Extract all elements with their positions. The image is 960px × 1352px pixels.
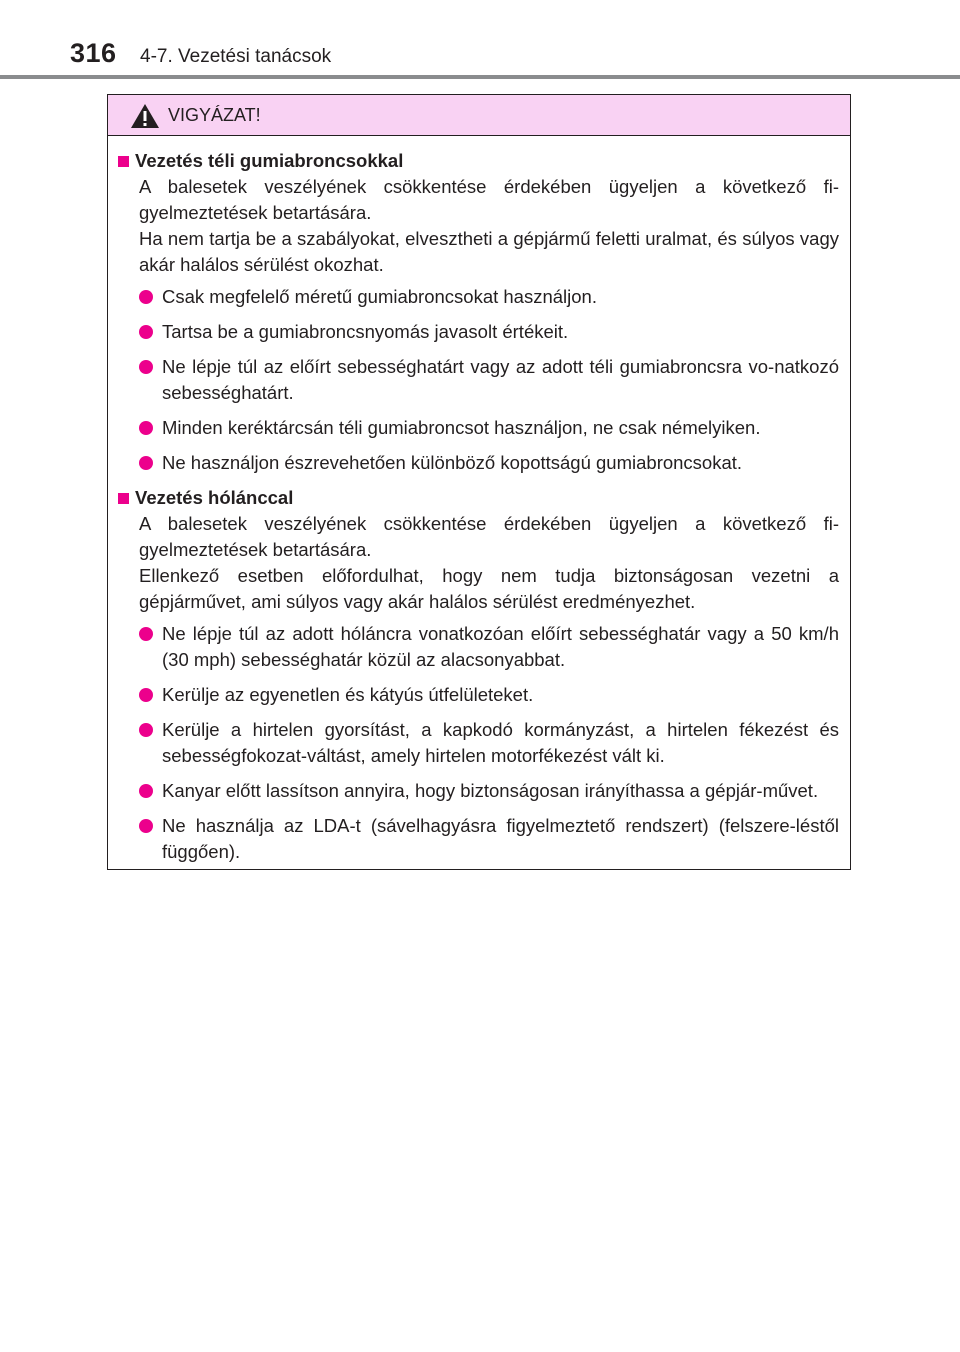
bullet-list	[139, 284, 839, 476]
bullet-list	[139, 621, 839, 865]
list-item-text: Kanyar előtt lassítson annyira, hogy biztonságosan irányíthassa a gépjár-művet.	[162, 780, 819, 801]
warning-triangle-icon	[130, 103, 160, 129]
section-heading-text: Vezetés hólánccal	[135, 487, 294, 508]
bullet-dot-icon	[139, 456, 153, 470]
section-heading	[118, 485, 839, 511]
intro-paragraph: Ellenkező esetben előfordulhat, hogy nem tudja biztonságosan vezetni a gépjárművet, ami súlyos vagy akár halálos sérülést eredményezhet.	[139, 565, 839, 612]
bullet-dot-icon	[139, 627, 153, 641]
warning-header	[108, 95, 850, 136]
section-heading	[118, 148, 839, 174]
square-bullet-icon	[118, 156, 129, 167]
bullet-dot-icon	[139, 819, 153, 833]
list-item-text: Csak megfelelő méretű gumiabroncsokat használjon.	[162, 286, 597, 307]
list-item-text: Ne használjon észrevehetően különböző kopottságú gumiabroncsokat.	[162, 452, 743, 473]
list-item	[139, 778, 839, 804]
list-item-text: Kerülje az egyenetlen és kátyús útfelületeket.	[162, 684, 534, 705]
section-title: 4-7. Vezetési tanácsok	[140, 46, 332, 67]
page-number: 316	[70, 38, 117, 68]
section-heading-text: Vezetés téli gumiabroncsokkal	[135, 150, 404, 171]
list-item	[139, 682, 839, 708]
bullet-dot-icon	[139, 784, 153, 798]
list-item	[139, 813, 839, 865]
warning-title: VIGYÁZAT!	[168, 105, 261, 125]
warning-box	[107, 94, 851, 870]
list-item-text: Ne lépje túl az adott hóláncra vonatkozóan előírt sebességhatár vagy a 50 km/h (30 mph) sebességhatár közül az alacsonyabbat.	[162, 623, 839, 670]
square-bullet-icon	[118, 493, 129, 504]
warning-body	[108, 136, 850, 865]
list-item	[139, 354, 839, 406]
bullet-dot-icon	[139, 325, 153, 339]
header-rule	[0, 75, 960, 79]
bullet-dot-icon	[139, 290, 153, 304]
list-item-text: Tartsa be a gumiabroncsnyomás javasolt értékeit.	[162, 321, 569, 342]
list-item	[139, 319, 839, 345]
list-item	[139, 450, 839, 476]
list-item-text: Kerülje a hirtelen gyorsítást, a kapkodó kormányzást, a hirtelen fékezést és sebességfokozat-váltást, amely hirtelen motorfékezést vált ki.	[162, 719, 839, 766]
bullet-dot-icon	[139, 688, 153, 702]
list-item	[139, 717, 839, 769]
intro-paragraph: Ha nem tartja be a szabályokat, elvesztheti a gépjármű feletti uralmat, és súlyos vagy akár halálos sérülést okozhat.	[139, 228, 839, 275]
intro-paragraph: A balesetek veszélyének csökkentése érdekében ügyeljen a következő fi-gyelmeztetések betartására.	[139, 513, 839, 560]
section-winter-tires	[118, 148, 839, 476]
intro-paragraph: A balesetek veszélyének csökkentése érdekében ügyeljen a következő fi-gyelmeztetések betartására.	[139, 176, 839, 223]
list-item	[139, 621, 839, 673]
bullet-dot-icon	[139, 421, 153, 435]
bullet-dot-icon	[139, 723, 153, 737]
list-item	[139, 415, 839, 441]
list-item	[139, 284, 839, 310]
list-item-text: Ne használja az LDA-t (sávelhagyásra figyelmeztető rendszert) (felszere-léstől függően).	[162, 815, 839, 862]
list-item-text: Minden keréktárcsán téli gumiabroncsot használjon, ne csak némelyiken.	[162, 417, 761, 438]
bullet-dot-icon	[139, 360, 153, 374]
section-snow-chains	[118, 485, 839, 865]
list-item-text: Ne lépje túl az előírt sebességhatárt vagy az adott téli gumiabroncsra vo-natkozó sebességhatárt.	[162, 356, 839, 403]
